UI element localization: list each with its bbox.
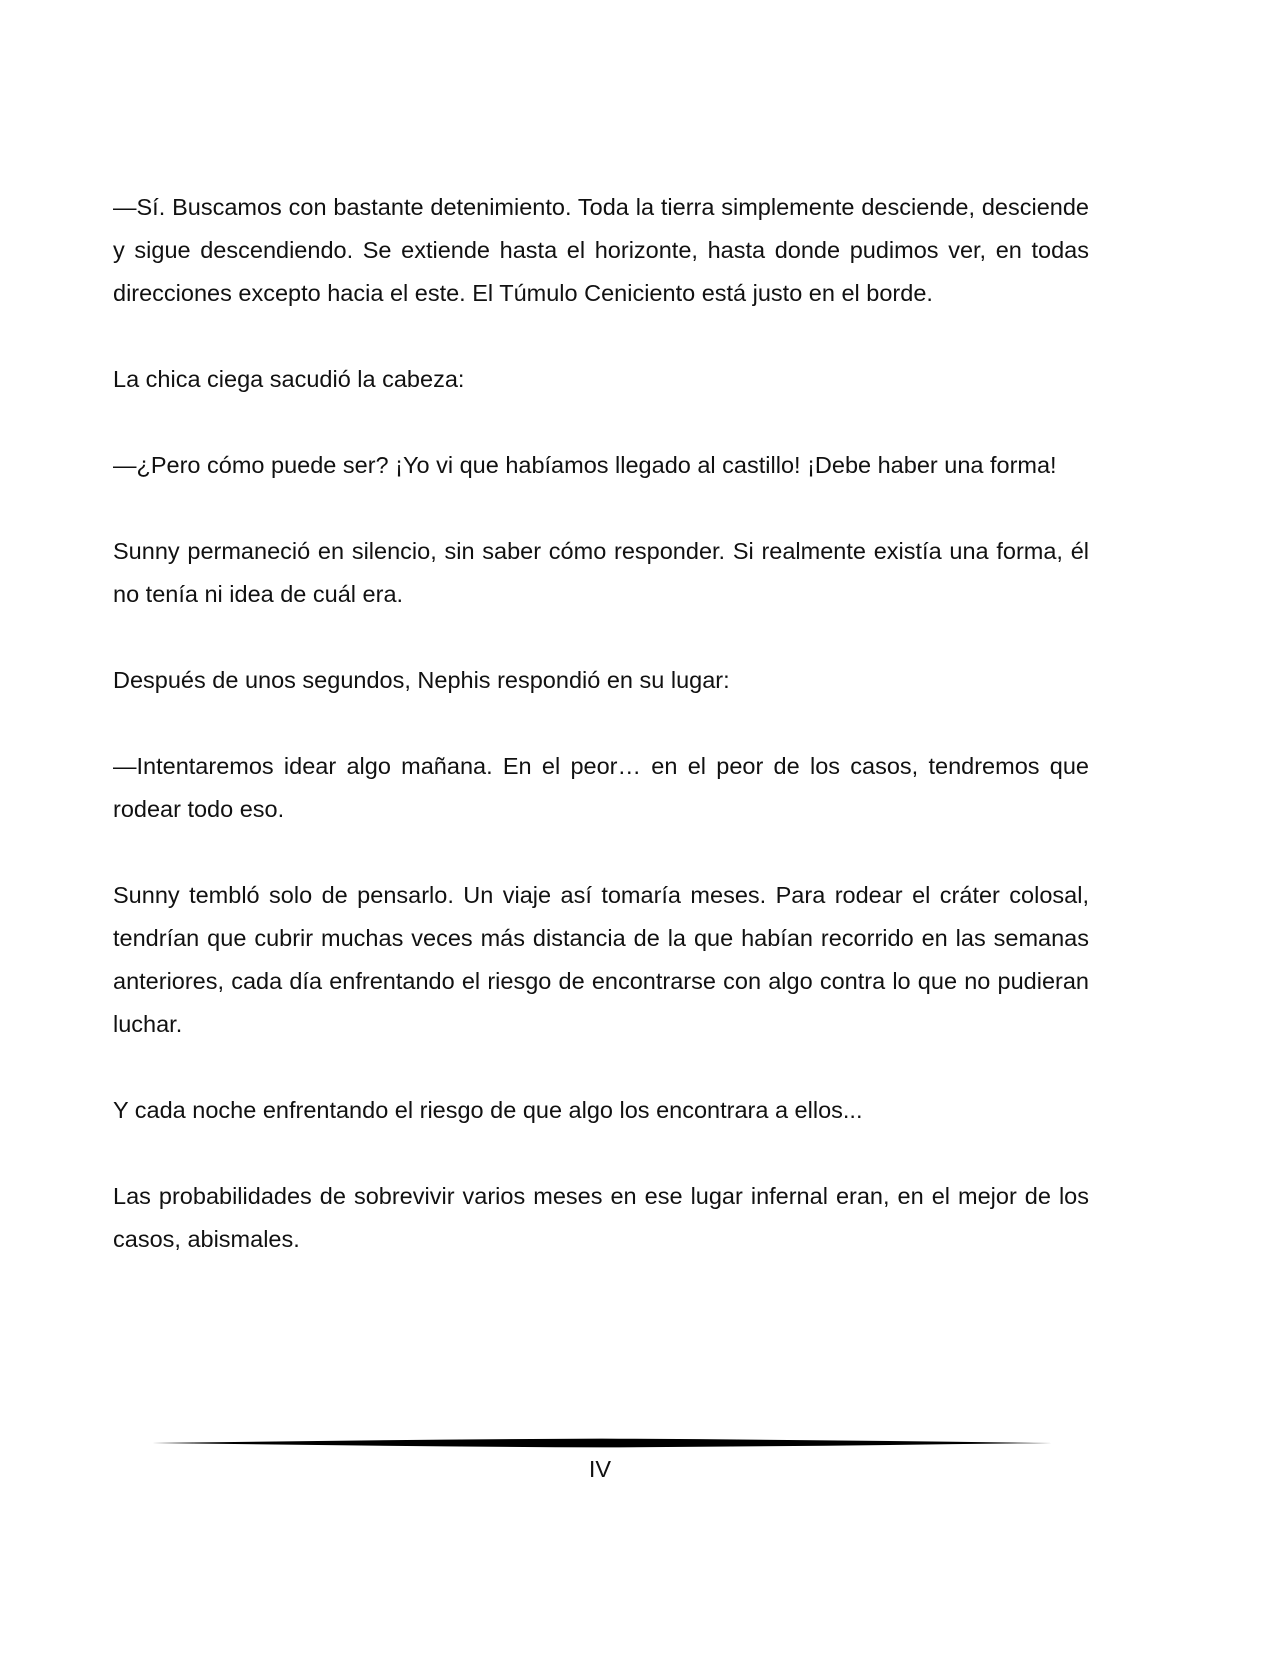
paragraph: La chica ciega sacudió la cabeza: [113,366,465,392]
paragraph: Después de unos segundos, Nephis respondió en su lugar: [113,667,730,693]
paragraph: Y cada noche enfrentando el riesgo de que algo los encontrara a ellos... [113,1097,863,1123]
page-body [113,186,1089,1304]
paragraph: —Sí. Buscamos con bastante detenimiento. Toda la tierra simplemente desciende, desciende y sigue descendiendo. Se extiende hasta el horizonte, hasta donde pudimos ver, en todas direcciones excepto hacia el este. El Túmulo Ceniciento está justo en el borde. [113,194,1089,306]
ornamental-divider [152,1438,1052,1448]
paragraph: Sunny permaneció en silencio, sin saber cómo responder. Si realmente existía una forma, él no tenía ni idea de cuál era. [113,538,1089,607]
paragraph: Las probabilidades de sobrevivir varios meses en ese lugar infernal eran, en el mejor de los casos, abismales. [113,1183,1089,1252]
page-number: IV [588,1456,612,1482]
paragraph: —Intentaremos idear algo mañana. En el peor… en el peor de los casos, tendremos que rodear todo eso. [113,753,1089,822]
paragraph: Sunny tembló solo de pensarlo. Un viaje así tomaría meses. Para rodear el cráter colosal, tendrían que cubrir muchas veces más distancia de la que habían recorrido en las semanas anteriores, cada día enfrentando el riesgo de encontrarse con algo contra lo que no pudieran luchar. [113,882,1089,1037]
paragraph: —¿Pero cómo puede ser? ¡Yo vi que habíamos llegado al castillo! ¡Debe haber una forma! [113,452,1057,478]
